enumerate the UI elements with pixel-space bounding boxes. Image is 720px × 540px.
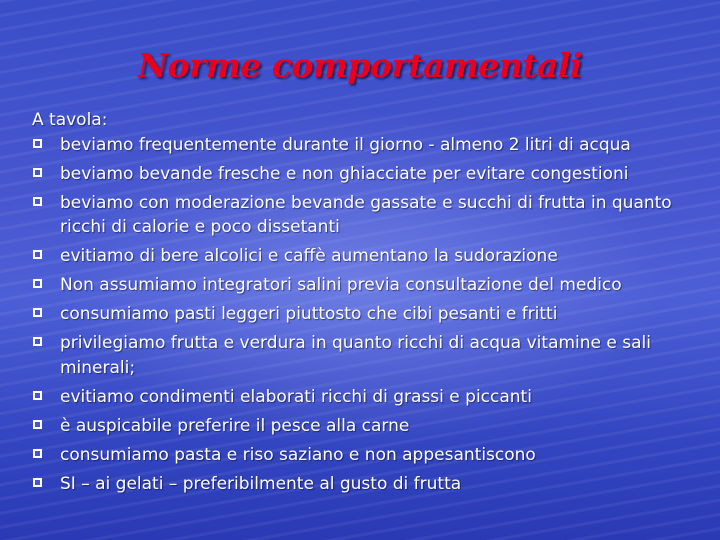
square-bullet-icon — [33, 391, 43, 401]
bullet-item — [32, 331, 692, 380]
bullet-item — [32, 273, 692, 298]
bullet-text: consumiamo pasta e riso saziano e non appesantiscono — [60, 444, 536, 465]
bullet-text: beviamo frequentemente durante il giorno - almeno 2 litri di acqua — [60, 134, 631, 155]
square-bullet-icon — [33, 139, 43, 149]
square-bullet-icon — [33, 337, 43, 347]
bullet-item — [32, 162, 692, 187]
square-bullet-icon — [33, 197, 43, 207]
square-bullet-icon — [33, 168, 43, 178]
bullet-item — [32, 244, 692, 269]
bullet-text: evitiamo condimenti elaborati ricchi di grassi e piccanti — [60, 386, 532, 407]
slide-title: Norme comportamentali — [137, 46, 583, 85]
bullet-text: beviamo con moderazione bevande gassate e succhi di frutta in quanto ricchi di calorie e poco dissetanti — [60, 192, 672, 237]
bullet-item — [32, 302, 692, 327]
square-bullet-icon — [33, 279, 43, 289]
intro-text: A tavola: — [32, 110, 108, 130]
slide-body — [32, 108, 692, 501]
bullet-item — [32, 414, 692, 439]
bullet-text: Non assumiamo integratori salini previa consultazione del medico — [60, 275, 622, 295]
bullet-text: SI – ai gelati – preferibilmente al gusto di frutta — [60, 473, 462, 494]
bullet-item — [32, 385, 692, 410]
bullet-text: evitiamo di bere alcolici e caffè aumentano la sudorazione — [60, 246, 558, 266]
bullet-list — [32, 133, 692, 497]
bullet-text: consumiamo pasti leggeri piuttosto che cibi pesanti e fritti — [60, 304, 558, 324]
bullet-text: beviamo bevande fresche e non ghiacciate per evitare congestioni — [60, 163, 629, 184]
square-bullet-icon — [33, 308, 43, 318]
bullet-text: privilegiamo frutta e verdura in quanto ricchi di acqua vitamine e sali minerali; — [60, 333, 651, 378]
square-bullet-icon — [33, 250, 43, 260]
square-bullet-icon — [33, 449, 43, 459]
bullet-item — [32, 443, 692, 468]
bullet-text: è auspicabile preferire il pesce alla carne — [60, 415, 410, 436]
bullet-item — [32, 472, 692, 497]
bullet-item — [32, 191, 692, 240]
square-bullet-icon — [33, 478, 43, 488]
square-bullet-icon — [33, 420, 43, 430]
bullet-item — [32, 133, 692, 158]
